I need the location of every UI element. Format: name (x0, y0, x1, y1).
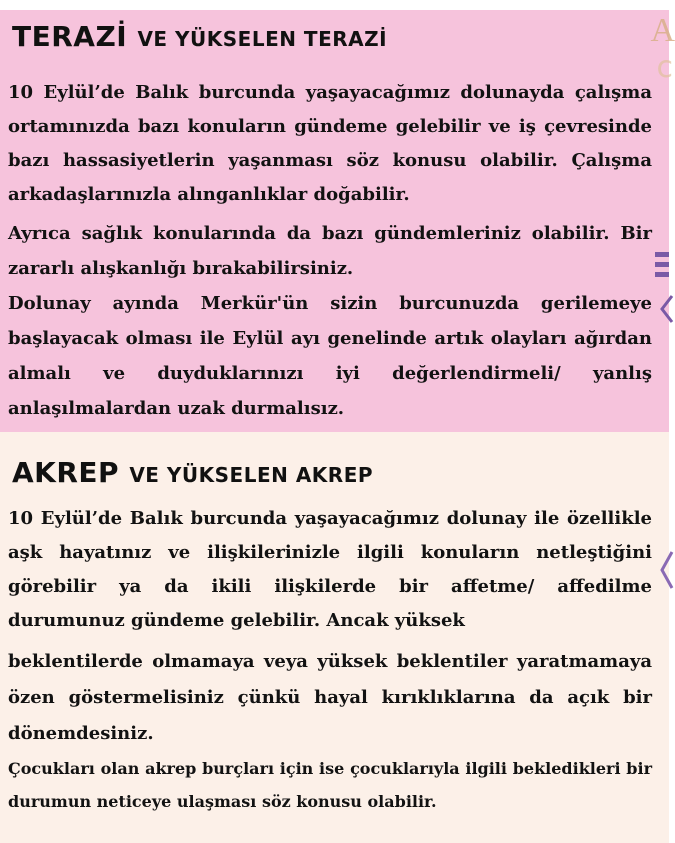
akrep-paragraph-1: 10 Eylül’de Balık burcunda yaşayacağımız dolunay ile özellikle aşk hayatınız ve ilişkilerinizle ilgili konuların netleştiğini görebilir ya da ikili ilişkilerde bir affetme/ affedilme durumunuz gündeme gelebilir. Ancak yüksek (8, 508, 652, 631)
terazi-paragraph-3: Dolunay ayında Merkür'ün sizin burcunuzda gerilemeye başlayacak olması ile Eylül ayı genelinde artık olayları ağırdan almalı ve duyduklarınızı iyi değerlendirmeli/ yanlış anlaşılmalardan uzak durmalısız. (8, 293, 652, 419)
decorative-letter: A (650, 12, 675, 49)
akrep-heading-main: AKREP (12, 456, 120, 489)
terazi-paragraph-2: Ayrıca sağlık konularında da bazı gündemleriniz olabilir. Bir zararlı alışkanlığı bırakabilirsiniz. (8, 223, 652, 279)
decorative-bar (655, 262, 669, 267)
akrep-heading-rest: VE YÜKSELEN AKREP (129, 463, 374, 487)
decorative-bar (655, 272, 669, 277)
terazi-paragraph-1: 10 Eylül’de Balık burcunda yaşayacağımız dolunayda çalışma ortamınızda bazı konuların gündeme gelebilir ve iş çevresinde bazı hassasiyetlerin yaşanması söz konusu olabilir. Çalışma arkadaşlarınızla alınganlıklar doğabilir. (8, 82, 652, 205)
decorative-swirl: ⅽ (656, 51, 673, 84)
akrep-paragraph-3: Çocukları olan akrep burçları için ise çocuklarıyla ilgili bekledikleri bir durumun neticeye ulaşması söz konusu olabilir. (8, 759, 652, 811)
terazi-heading-main: TERAZİ (12, 20, 128, 53)
akrep-paragraph-2: beklentilerde olmamaya veya yüksek beklentiler yaratmamaya özen göstermelisiniz çünkü hayal kırıklıklarına da açık bir dönemdesiniz. (8, 651, 652, 744)
chevron-left-icon (659, 550, 673, 590)
akrep-heading (12, 456, 373, 489)
terazi-heading-rest: VE YÜKSELEN TERAZİ (137, 27, 388, 51)
chevron-left-icon (659, 294, 673, 324)
terazi-heading (12, 20, 387, 53)
decorative-bar (655, 252, 669, 257)
